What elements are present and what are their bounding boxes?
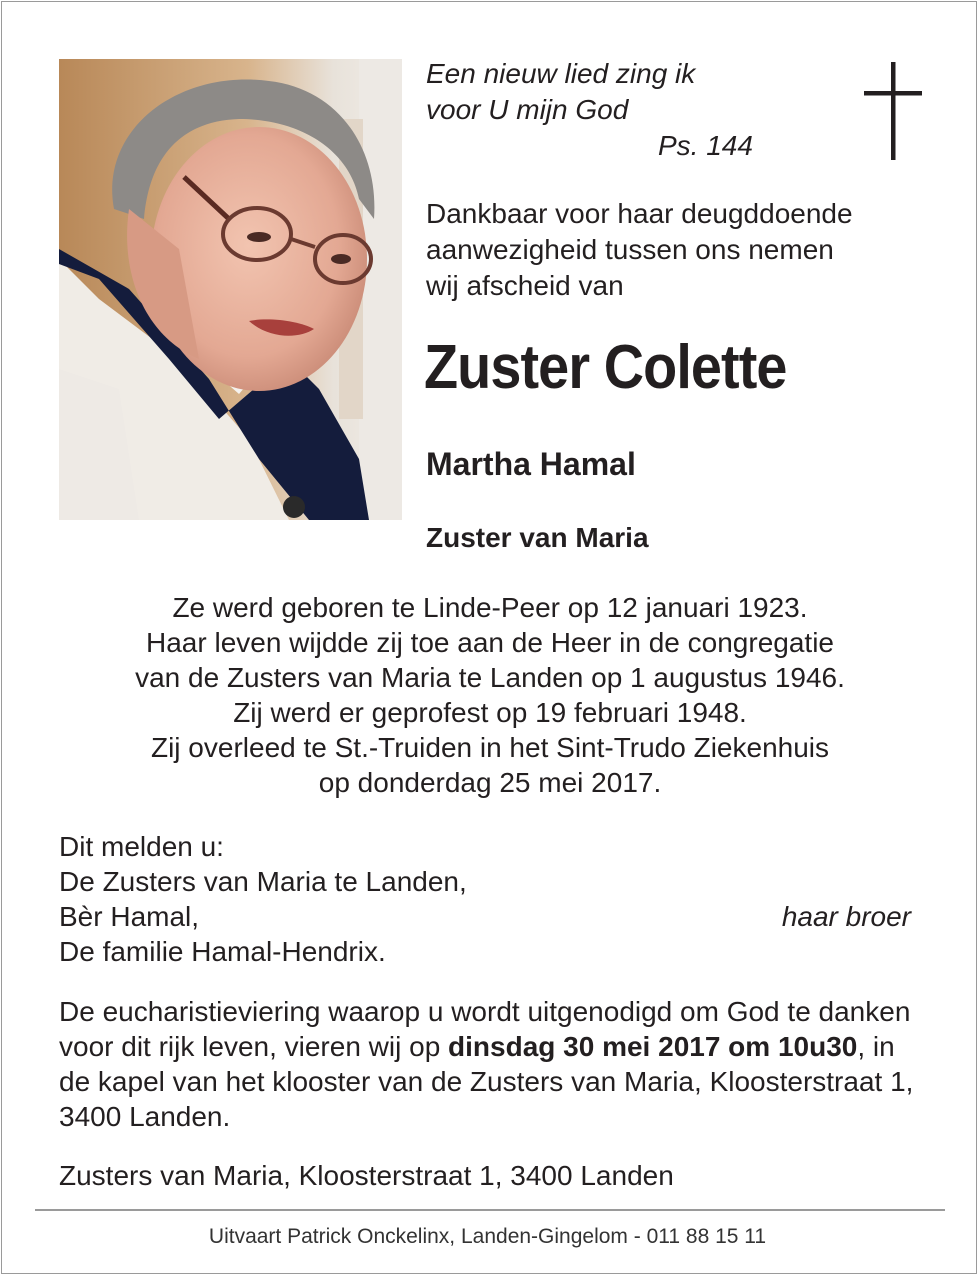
intro-line-1: Dankbaar voor haar deugddoende — [426, 198, 853, 229]
intro-text — [426, 196, 946, 304]
announcement-line-3: De familie Hamal-Hendrix. — [59, 936, 386, 967]
biography-line: Haar leven wijdde zij toe aan de Heer in de congregatie — [146, 627, 834, 658]
deceased-civil-name: Martha Hamal — [426, 446, 636, 482]
service-details — [59, 994, 919, 1134]
deceased-religious-name: Zuster Colette — [424, 333, 787, 402]
congregation-name: Zuster van Maria — [426, 522, 649, 553]
announcement-line-1: De Zusters van Maria te Landen, — [59, 866, 467, 897]
announcement-brother-name: Bèr Hamal, — [59, 901, 200, 932]
contact-address: Zusters van Maria, Kloosterstraat 1, 3400 Landen — [59, 1160, 674, 1191]
service-text-1: De eucharistieviering waarop u wordt uitgenodigd om God te danken voor dit rijk leven, vieren wij op — [59, 996, 911, 1062]
announcement-line-2 — [59, 899, 911, 934]
cross-icon — [864, 62, 922, 165]
portrait-photo — [59, 59, 402, 520]
announcement — [59, 829, 911, 969]
biography — [40, 590, 940, 800]
announcement-relation: haar broer — [781, 901, 911, 932]
biography-line: Zij overleed te St.-Truiden in het Sint-Trudo Ziekenhuis — [150, 732, 829, 763]
biography-line: van de Zusters van Maria te Landen op 1 augustus 1946. — [135, 662, 845, 693]
intro-line-2: aanwezigheid tussen ons nemen — [426, 234, 834, 265]
biography-line: Ze werd geboren te Linde-Peer op 12 januari 1923. — [172, 592, 808, 623]
biography-line: Zij werd er geprofest op 19 februari 1948. — [233, 697, 747, 728]
verse-line-1: Een nieuw lied zing ik — [426, 58, 696, 89]
verse-line-2: voor U mijn God — [426, 94, 629, 125]
bible-verse — [426, 56, 786, 164]
service-date: dinsdag 30 mei 2017 om 10u30 — [448, 1031, 858, 1062]
biography-line: op donderdag 25 mei 2017. — [318, 767, 662, 798]
funeral-home-footer: Uitvaart Patrick Onckelinx, Landen-Gingelom - 011 88 15 11 — [208, 1225, 767, 1248]
footer-divider — [35, 1209, 945, 1211]
service-text-2: , in de kapel van het klooster van de Zusters van Maria, Kloosterstraat 1, 3400 Landen. — [59, 1031, 914, 1132]
announcement-heading: Dit melden u: — [59, 831, 224, 862]
verse-reference: Ps. 144 — [658, 130, 753, 161]
intro-line-3: wij afscheid van — [426, 270, 624, 301]
